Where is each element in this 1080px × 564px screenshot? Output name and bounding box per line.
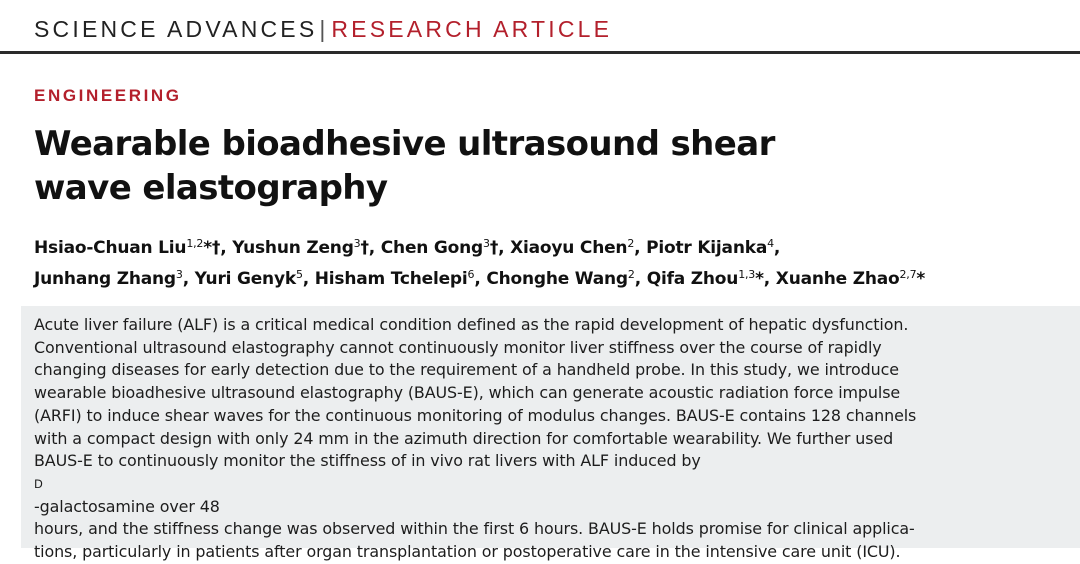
journal-name: SCIENCE ADVANCES — [34, 16, 318, 42]
author — [776, 269, 925, 289]
author-affiliation: 3 — [353, 237, 361, 250]
abstract-line: changing diseases for early detection due to the requirement of a handheld probe. In this study, we introduce — [34, 360, 899, 380]
author-separator: , — [634, 269, 647, 289]
author-separator: , — [763, 269, 776, 289]
author-name: Hisham Tchelepi — [314, 269, 468, 289]
abstract-line-part: BAUS-E to continuously monitor the stiffness of in vivo rat livers with ALF induced by — [34, 451, 701, 471]
author-list — [34, 233, 1054, 295]
author-affiliation: 2 — [627, 237, 635, 250]
author-separator: , — [182, 269, 195, 289]
author-name: Junhang Zhang — [34, 269, 176, 289]
author-affiliation: 3 — [175, 268, 183, 281]
author — [510, 238, 646, 258]
author — [195, 269, 315, 289]
section-label: ENGINEERING — [34, 86, 182, 105]
author-name: Xuanhe Zhao — [775, 269, 900, 289]
author-separator: , — [773, 238, 781, 258]
author-affiliation: 6 — [467, 268, 475, 281]
author-name: Piotr Kijanka — [646, 238, 768, 258]
author-name: Qifa Zhou — [646, 269, 739, 289]
author-affiliation: 1,3 — [738, 268, 756, 281]
abstract-line-part: -galactosamine over 48 — [34, 496, 220, 516]
author-name: Xiaoyu Chen — [510, 238, 628, 258]
author-separator: , — [220, 238, 233, 258]
author-affiliation: 2 — [627, 268, 635, 281]
abstract-box — [21, 306, 1080, 562]
author-affiliation: 4 — [767, 237, 774, 250]
author-separator: , — [302, 269, 315, 289]
abstract-line — [34, 450, 1069, 518]
header-rule — [0, 51, 1080, 54]
author-marks: *† — [203, 238, 221, 258]
journal-header — [34, 14, 612, 44]
title-line: wave elastography — [34, 168, 388, 208]
abstract-line: tions, particularly in patients after organ transplantation or postoperative care in the intensive care unit (ICU). — [34, 542, 901, 562]
abstract-line: Conventional ultrasound elastography cannot continuously monitor liver stiffness over the course of rapidly — [34, 337, 882, 357]
abstract-line: Acute liver failure (ALF) is a critical medical condition defined as the rapid development of hepatic dysfunction. — [34, 315, 909, 334]
author-line — [34, 233, 1054, 264]
author-marks: * — [916, 269, 926, 289]
author-separator: , — [474, 269, 487, 289]
author-separator: , — [368, 238, 381, 258]
author-marks: † — [489, 238, 499, 258]
author-name: Yushun Zeng — [232, 238, 354, 258]
author-affiliation: 1,2 — [186, 237, 204, 250]
author-line — [34, 264, 1054, 295]
header-separator: | — [319, 16, 326, 42]
abstract-text — [34, 314, 1069, 564]
author-affiliation: 3 — [483, 237, 490, 250]
abstract-line: with a compact design with only 24 mm in the azimuth direction for comfortable wearability. We further used — [34, 428, 894, 448]
abstract-line: wearable bioadhesive ultrasound elastography (BAUS-E), which can generate acoustic radiation force impulse — [34, 383, 901, 403]
author — [647, 269, 776, 289]
article-type: RESEARCH ARTICLE — [331, 16, 613, 42]
article-title — [34, 122, 1034, 210]
author-name: Chen Gong — [380, 238, 484, 258]
author-name: Hsiao-Chuan Liu — [34, 238, 187, 258]
author — [486, 269, 646, 289]
abstract-line: (ARFI) to induce shear waves for the continuous monitoring of modulus changes. BAUS-E contains 128 channels — [34, 405, 917, 425]
abstract-smallcaps: D — [34, 476, 43, 491]
abstract-line: hours, and the stiffness change was observed within the first 6 hours. BAUS-E holds promise for clinical applica- — [34, 519, 915, 539]
author — [381, 238, 510, 258]
author-name: Yuri Genyk — [194, 269, 296, 289]
title-line: Wearable bioadhesive ultrasound shear — [34, 124, 775, 164]
author-separator: , — [498, 238, 511, 258]
author — [232, 238, 381, 258]
author — [34, 269, 195, 289]
author — [646, 238, 780, 258]
author-affiliation: 2,7 — [899, 268, 917, 281]
author-affiliation: 5 — [295, 268, 303, 281]
author-marks: † — [360, 238, 369, 258]
author — [34, 238, 232, 258]
author — [315, 269, 487, 289]
author-marks: * — [755, 269, 764, 289]
author-name: Chonghe Wang — [486, 269, 628, 289]
author-separator: , — [634, 238, 647, 258]
